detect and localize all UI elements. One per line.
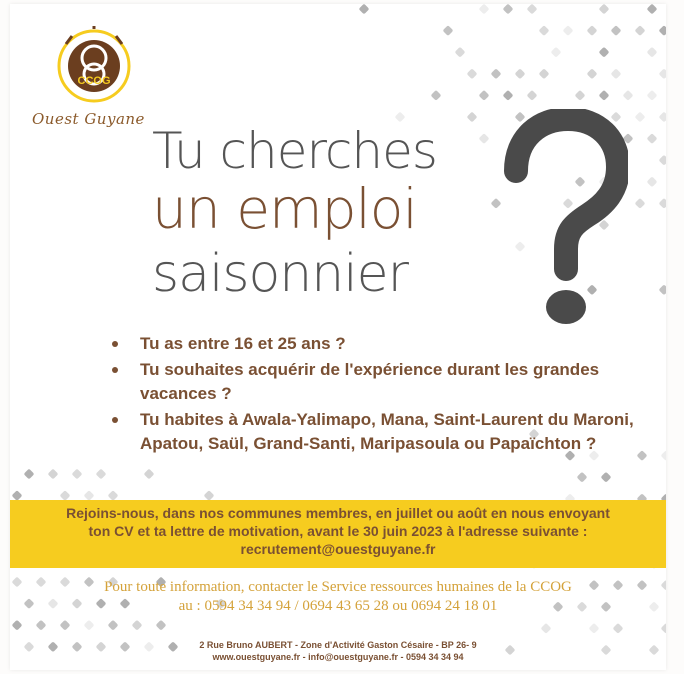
pattern-tile xyxy=(613,623,624,634)
contact-phone-numbers: au : 0594 34 34 94 / 0694 43 65 28 ou 0694 24 18 01 xyxy=(178,598,498,614)
pattern-tile xyxy=(635,25,646,36)
headline-line3: saisonnier xyxy=(152,244,409,304)
pattern-tile xyxy=(575,90,586,101)
pattern-tile xyxy=(24,469,35,480)
pattern-tile xyxy=(647,133,658,144)
pattern-tile xyxy=(647,176,658,187)
headline-line2: un emploi xyxy=(152,177,417,241)
pattern-tile xyxy=(659,112,666,123)
pattern-tile xyxy=(659,68,666,79)
pattern-tile xyxy=(647,90,658,101)
call-to-action-band xyxy=(10,500,666,568)
pattern-tile xyxy=(144,469,155,480)
poster xyxy=(10,4,666,670)
list-item xyxy=(106,332,656,356)
pattern-tile xyxy=(635,112,646,123)
cta-line2: ton CV et ta lettre de motivation, avant le 30 juin 2023 à l'adresse suivante : xyxy=(88,523,588,539)
pattern-tile xyxy=(72,469,83,480)
pattern-tile xyxy=(515,68,526,79)
pattern-tile xyxy=(661,450,666,461)
footer-web-contact[interactable]: www.ouestguyane.fr - info@ouestguyane.fr - 0594 34 34 94 xyxy=(212,652,464,662)
eligibility-list xyxy=(106,332,656,458)
pattern-tile xyxy=(587,25,598,36)
pattern-tile xyxy=(611,25,622,36)
pattern-tile xyxy=(132,620,143,631)
pattern-tile xyxy=(84,620,95,631)
pattern-tile xyxy=(395,112,406,123)
pattern-tile xyxy=(599,90,610,101)
pattern-tile xyxy=(659,284,666,295)
pattern-tile xyxy=(479,133,490,144)
pattern-tile xyxy=(661,623,666,634)
pattern-tile xyxy=(601,472,612,483)
pattern-tile xyxy=(467,112,478,123)
pattern-tile xyxy=(12,620,23,631)
pattern-tile xyxy=(635,198,646,209)
pattern-tile xyxy=(541,623,552,634)
pattern-tile xyxy=(577,472,588,483)
bullet-icon xyxy=(112,341,118,347)
pattern-tile xyxy=(156,620,167,631)
bullet-icon xyxy=(112,367,118,373)
pattern-tile xyxy=(467,68,478,79)
pattern-tile xyxy=(647,47,658,58)
pattern-tile xyxy=(551,47,562,58)
pattern-tile xyxy=(443,25,454,36)
contact-info-line1: Pour toute information, contacter le Service ressources humaines de la CCOG xyxy=(104,579,572,595)
logo-tagline: Ouest Guyane xyxy=(32,110,145,128)
pattern-tile xyxy=(359,4,370,14)
bullet-icon xyxy=(112,417,118,423)
pattern-tile xyxy=(503,90,514,101)
pattern-tile xyxy=(587,68,598,79)
list-item xyxy=(106,358,656,406)
pattern-tile xyxy=(503,4,514,14)
pattern-tile xyxy=(599,47,610,58)
recruitment-email-link[interactable]: recrutement@ouestguyane.fr xyxy=(240,541,436,557)
pattern-tile xyxy=(491,68,502,79)
pattern-tile xyxy=(539,25,550,36)
list-item-text: Tu habites à Awala-Yalimapo, Mana, Saint-Laurent du Maroni, Apatou, Saül, Grand-Santi, Maripasoula ou Papaïchton ? xyxy=(140,410,634,453)
pattern-tile xyxy=(623,90,634,101)
pattern-tile xyxy=(589,623,600,634)
pattern-tile xyxy=(527,4,538,14)
pattern-tile xyxy=(659,155,666,166)
pattern-tile xyxy=(599,4,610,14)
logo-acronym: CCOG xyxy=(77,75,111,87)
footer-address: 2 Rue Bruno AUBERT - Zone d'Activité Gaston Césaire - BP 26- 9 xyxy=(199,640,477,650)
list-item xyxy=(106,408,656,456)
headline-line1: Tu cherches xyxy=(152,122,437,180)
pattern-tile xyxy=(563,25,574,36)
pattern-tile xyxy=(647,4,658,14)
pattern-tile xyxy=(611,68,622,79)
ccog-logo-icon xyxy=(54,24,142,104)
pattern-tile xyxy=(479,90,490,101)
pattern-tile xyxy=(659,25,666,36)
question-mark-icon xyxy=(498,109,628,339)
list-item-text: Tu as entre 16 et 25 ans ? xyxy=(140,334,346,353)
pattern-tile xyxy=(431,90,442,101)
pattern-tile xyxy=(539,68,550,79)
pattern-tile xyxy=(108,620,119,631)
pattern-tile xyxy=(479,4,490,14)
pattern-tile xyxy=(36,620,47,631)
pattern-tile xyxy=(96,469,107,480)
pattern-tile xyxy=(659,198,666,209)
pattern-tile xyxy=(60,620,71,631)
cta-line1: Rejoins-nous, dans nos communes membres, en juillet ou août en nous envoyant xyxy=(66,505,610,521)
pattern-tile xyxy=(527,90,538,101)
pattern-tile xyxy=(455,47,466,58)
pattern-tile xyxy=(48,469,59,480)
list-item-text: Tu souhaites acquérir de l'expérience durant les grandes vacances ? xyxy=(140,360,600,403)
